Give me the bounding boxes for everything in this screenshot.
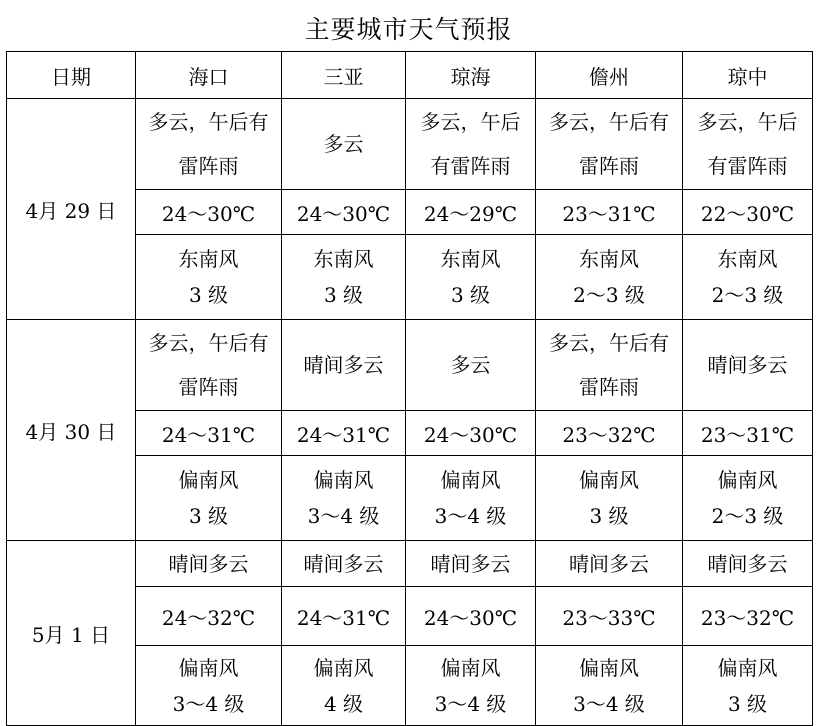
header-date: 日期 [7,52,136,99]
date-cell: 5月 1 日 [7,541,136,726]
header-city: 三亚 [282,52,406,99]
wind-cell: 东南风 2～3 级 [683,235,813,320]
wind-cell: 东南风 2～3 级 [536,235,683,320]
temperature-cell: 23～33℃ [536,587,683,646]
temperature-cell: 24～32℃ [136,587,282,646]
wind-cell: 偏南风 3 级 [136,456,282,541]
weather-cell: 晴间多云 [282,320,406,411]
wind-cell: 东南风 3 级 [406,235,536,320]
header-row [7,52,813,99]
header-city: 琼海 [406,52,536,99]
weather-row [7,541,813,587]
temperature-cell: 23～32℃ [683,587,813,646]
weather-cell: 晴间多云 [282,541,406,587]
temperature-cell: 24～31℃ [136,411,282,456]
header-city: 海口 [136,52,282,99]
wind-cell: 东南风 3 级 [136,235,282,320]
wind-cell: 东南风 3 级 [282,235,406,320]
wind-cell: 偏南风 3～4 级 [406,646,536,726]
weather-cell: 多云 [406,320,536,411]
weather-cell: 晴间多云 [683,320,813,411]
header-city: 琼中 [683,52,813,99]
temperature-cell: 24～30℃ [406,411,536,456]
weather-cell: 晴间多云 [406,541,536,587]
forecast-table [6,51,813,726]
wind-cell: 偏南风 3 级 [536,456,683,541]
weather-row [7,99,813,190]
weather-cell: 晴间多云 [683,541,813,587]
temperature-cell: 23～32℃ [536,411,683,456]
page-title: 主要城市天气预报 [304,15,513,44]
date-cell: 4月 29 日 [7,99,136,320]
header-city: 儋州 [536,52,683,99]
weather-cell: 多云，午后 有雷阵雨 [683,99,813,190]
date-cell: 4月 30 日 [7,320,136,541]
temperature-cell: 24～30℃ [406,587,536,646]
wind-cell: 偏南风 3～4 级 [282,456,406,541]
temperature-cell: 24～31℃ [282,587,406,646]
wind-cell: 偏南风 4 级 [282,646,406,726]
weather-cell: 多云，午后有 雷阵雨 [136,320,282,411]
weather-cell: 多云 [282,99,406,190]
wind-cell: 偏南风 3 级 [683,646,813,726]
temperature-cell: 22～30℃ [683,190,813,235]
temperature-cell: 24～31℃ [282,411,406,456]
wind-cell: 偏南风 3～4 级 [406,456,536,541]
wind-cell: 偏南风 2～3 级 [683,456,813,541]
weather-cell: 晴间多云 [536,541,683,587]
weather-cell: 晴间多云 [136,541,282,587]
weather-cell: 多云，午后 有雷阵雨 [406,99,536,190]
temperature-cell: 24～30℃ [282,190,406,235]
temperature-cell: 23～31℃ [683,411,813,456]
weather-row [7,320,813,411]
weather-cell: 多云，午后有 雷阵雨 [136,99,282,190]
weather-cell: 多云，午后有 雷阵雨 [536,320,683,411]
weather-cell: 多云，午后有 雷阵雨 [536,99,683,190]
wind-cell: 偏南风 3～4 级 [536,646,683,726]
temperature-cell: 23～31℃ [536,190,683,235]
temperature-cell: 24～29℃ [406,190,536,235]
wind-cell: 偏南风 3～4 级 [136,646,282,726]
temperature-cell: 24～30℃ [136,190,282,235]
